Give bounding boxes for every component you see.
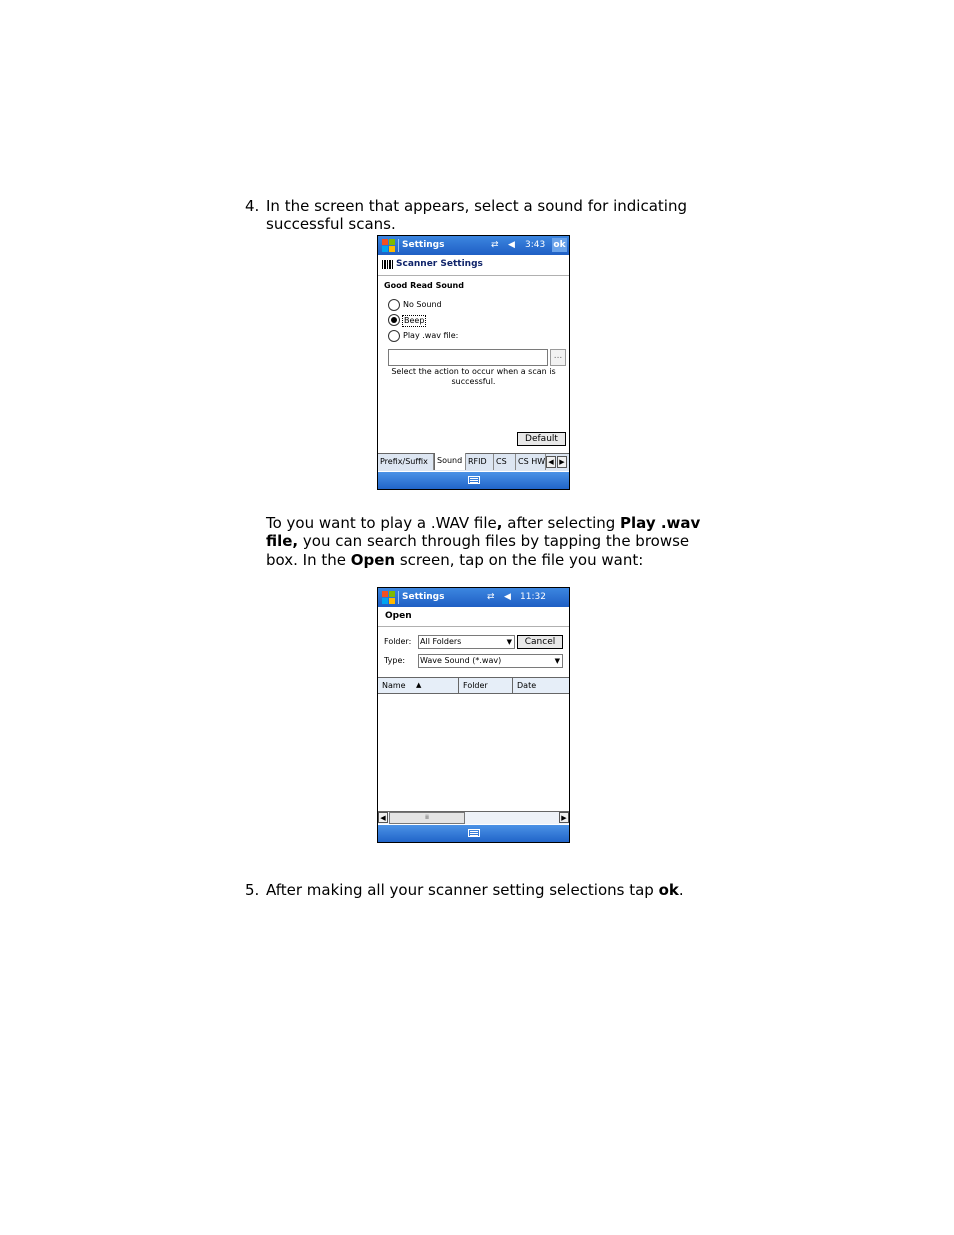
tab-sound[interactable]: Sound [434,453,466,470]
para-text-4: box. In the [266,551,351,569]
folder-value: All Folders [420,637,462,646]
menu-bar [378,825,569,842]
column-date[interactable]: Date [513,678,569,693]
file-list-header [378,677,569,694]
tab-scroll-right-icon[interactable]: ▶ [557,456,567,468]
app-title: Settings [402,240,445,250]
para-text-1: To you want to play a .WAV file [266,514,497,532]
tab-cs[interactable]: CS [494,454,516,470]
para-bold-open: Open [350,551,396,569]
page-title: Scanner Settings [396,259,483,269]
tab-strip [378,453,569,471]
tab-scroll-left-icon[interactable]: ◀ [546,456,556,468]
radio-no-sound-label[interactable]: No Sound [403,300,442,309]
page-title: Open [385,611,412,621]
hint-text-line1: Select the action to occur when a scan is [391,367,556,376]
cancel-button[interactable]: Cancel [517,635,563,649]
chevron-down-icon: ▼ [554,657,560,665]
type-dropdown[interactable] [418,654,563,668]
column-name-label: Name [382,681,406,690]
para-bold-play-wav: Play .wav [620,514,701,532]
step-5-text [266,881,684,899]
para-bold-comma: , [496,514,503,532]
title-separator [398,591,399,604]
default-button[interactable]: Default [517,432,566,446]
file-list[interactable] [378,694,569,811]
title-separator [398,239,399,252]
ok-button[interactable]: ok [553,240,566,250]
horizontal-scrollbar[interactable] [378,811,569,824]
step-5-text-main: After making all your scanner setting selections tap [266,881,659,899]
scanner-settings-screen [377,235,570,490]
scroll-left-icon[interactable]: ◀ [378,812,388,823]
column-folder[interactable]: Folder [459,678,513,693]
menu-bar [378,472,569,489]
para-text-2: after selecting [502,514,621,532]
step-4-text-line2: successful scans. [266,215,396,233]
group-label: Good Read Sound [384,281,464,290]
para-bold-file: file, [266,532,299,550]
browse-button[interactable]: ... [550,349,566,366]
keyboard-icon[interactable] [468,829,480,837]
scroll-thumb[interactable]: ⁞⁞ [389,812,465,824]
page-header [378,255,569,276]
scroll-right-icon[interactable]: ▶ [559,812,569,823]
radio-no-sound[interactable] [388,299,400,311]
para-text-3: you can search through files by tapping the browse [298,532,690,550]
clock-time[interactable]: 3:43 [525,240,546,250]
browse-instructions-line2 [266,532,689,550]
radio-beep-label[interactable]: Beep [404,316,425,325]
browse-instructions-line3 [266,551,643,569]
open-file-screen [377,587,570,843]
step-5-text-ok: ok [658,881,679,899]
speaker-icon[interactable]: ◀ [508,240,515,250]
clock-time[interactable]: 11:32 [520,592,546,602]
step-4-number: 4. [245,197,260,215]
app-title: Settings [402,592,445,602]
browse-instructions-line1 [266,514,700,532]
title-bar [378,236,569,255]
sort-ascending-icon: ▲ [416,681,422,689]
folder-label: Folder: [384,637,412,646]
chevron-down-icon: ▼ [506,638,512,646]
radio-beep[interactable] [388,314,400,326]
step-4-text-line1: In the screen that appears, select a sound for indicating [266,197,687,215]
barcode-icon [382,260,394,269]
connectivity-icon[interactable]: ⇄ [487,592,495,602]
tab-cs-hw[interactable]: CS HW [516,454,546,470]
radio-play-wav[interactable] [388,330,400,342]
column-name[interactable] [378,678,459,693]
step-5-text-end: . [678,881,684,899]
windows-start-icon[interactable] [381,590,396,605]
folder-dropdown[interactable] [418,635,515,649]
type-label: Type: [384,656,406,665]
hint-text-line2: successful. [451,377,496,386]
type-value: Wave Sound (*.wav) [420,656,502,665]
radio-play-wav-label[interactable]: Play .wav file: [403,331,459,340]
step-5-number: 5. [245,881,260,899]
keyboard-icon[interactable] [468,476,480,484]
para-text-5: screen, tap on the file you want: [395,551,644,569]
tab-prefix-suffix[interactable]: Prefix/Suffix [378,454,434,470]
title-bar [378,588,569,607]
wav-file-input[interactable] [388,349,548,366]
page-header [378,607,569,627]
tab-rfid[interactable]: RFID [466,454,494,470]
speaker-icon[interactable]: ◀ [504,592,511,602]
connectivity-icon[interactable]: ⇄ [491,240,499,250]
windows-start-icon[interactable] [381,238,396,253]
